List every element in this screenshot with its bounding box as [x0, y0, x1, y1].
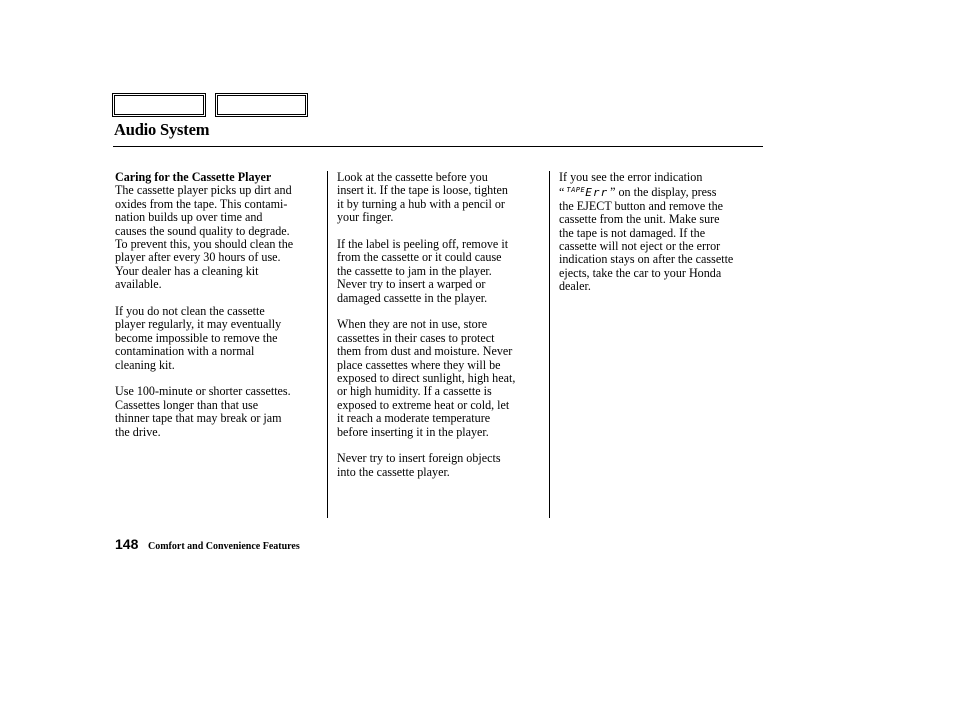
paragraph: [337, 318, 543, 439]
text-column-1: [115, 171, 320, 452]
text-line: nation builds up over time and: [115, 210, 263, 225]
text-line: indication stays on after the cassette: [559, 252, 734, 267]
paragraph: [559, 171, 765, 294]
text-line: When they are not in use, store: [337, 317, 488, 332]
text-line: your finger.: [337, 210, 394, 225]
text-line: place cassettes where they will be: [337, 357, 501, 372]
header-tab-box-right: [215, 93, 308, 117]
text-column-2: [337, 171, 543, 493]
lcd-error-label: Err: [585, 186, 609, 200]
paragraph: [337, 171, 543, 225]
text-line-with-display-indicator: [559, 184, 765, 199]
text-line: oxides from the tape. This contami-: [115, 196, 288, 211]
title-divider: [113, 146, 763, 147]
text-fragment: ” on the display, press: [610, 185, 717, 200]
text-line: or high humidity. If a cassette is: [337, 384, 492, 399]
column-divider-2: [549, 171, 550, 518]
text-line: dealer.: [559, 279, 591, 294]
text-line: cassette from the unit. Make sure: [559, 212, 720, 227]
paragraph: [115, 305, 320, 372]
header-tab-box-left: [112, 93, 206, 117]
text-line: Use 100-minute or shorter cassettes.: [115, 384, 291, 399]
text-line: them from dust and moisture. Never: [337, 344, 513, 359]
open-quote: “: [559, 185, 565, 200]
text-line: ejects, take the car to your Honda: [559, 265, 722, 280]
footer-section-label: Comfort and Convenience Features: [148, 541, 300, 552]
text-line: If you see the error indication: [559, 170, 703, 184]
text-line: If the label is peeling off, remove it: [337, 237, 509, 252]
text-line: causes the sound quality to degrade.: [115, 223, 290, 238]
section-title: Audio System: [114, 120, 210, 139]
text-line: player regularly, it may eventually: [115, 317, 282, 332]
subheading: Caring for the Cassette Player: [115, 170, 272, 184]
text-line: To prevent this, you should clean the: [115, 237, 294, 252]
text-line: damaged cassette in the player.: [337, 290, 488, 305]
text-line: Cassettes longer than that use: [115, 397, 259, 412]
text-line: Never try to insert foreign objects: [337, 451, 501, 466]
paragraph: [115, 385, 320, 439]
text-line: the cassette to jam in the player.: [337, 263, 492, 278]
tape-error-display-indicator: [566, 184, 608, 199]
text-line: from the cassette or it could cause: [337, 250, 502, 265]
text-line: cleaning kit.: [115, 357, 175, 372]
text-line: exposed to direct sunlight, high heat,: [337, 371, 516, 386]
text-line: cassettes in their cases to protect: [337, 330, 495, 345]
paragraph: [337, 452, 543, 479]
text-line: insert it. If the tape is loose, tighten: [337, 183, 508, 198]
text-line: player after every 30 hours of use.: [115, 250, 281, 265]
text-line: available.: [115, 277, 162, 292]
text-line: Look at the cassette before you: [337, 170, 488, 184]
paragraph: [115, 184, 320, 291]
text-line: The cassette player picks up dirt and: [115, 183, 292, 198]
text-line: the drive.: [115, 424, 161, 439]
text-line: before inserting it in the player.: [337, 424, 489, 439]
text-line: Your dealer has a cleaning kit: [115, 263, 259, 278]
text-line: into the cassette player.: [337, 464, 450, 479]
paragraph: [337, 238, 543, 305]
text-line: the EJECT button and remove the: [559, 198, 724, 213]
lcd-tape-label: TAPE: [566, 186, 586, 195]
text-line: the tape is not damaged. If the: [559, 225, 706, 240]
text-line: thinner tape that may break or jam: [115, 411, 282, 426]
text-line: contamination with a normal: [115, 344, 255, 359]
text-column-3: [559, 171, 765, 307]
text-line: become impossible to remove the: [115, 330, 278, 345]
text-line: If you do not clean the cassette: [115, 304, 265, 319]
text-line: it reach a moderate temperature: [337, 411, 491, 426]
text-line: Never try to insert a warped or: [337, 277, 486, 292]
text-line: cassette will not eject or the error: [559, 239, 721, 254]
column-divider-1: [327, 171, 328, 518]
text-line: exposed to extreme heat or cold, let: [337, 397, 510, 412]
text-line: it by turning a hub with a pencil or: [337, 196, 505, 211]
page-number: 148: [115, 536, 139, 552]
